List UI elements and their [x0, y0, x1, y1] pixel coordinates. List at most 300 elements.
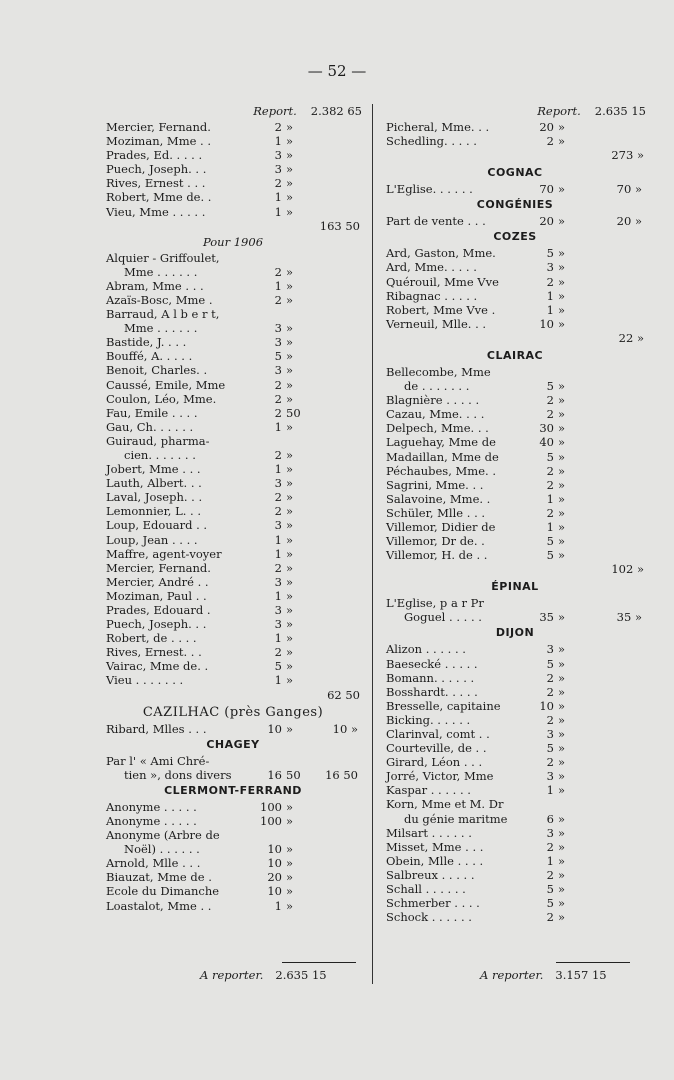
- donor-name: Villemor, Didier de: [386, 519, 496, 534]
- donor-name: Ecole du Dimanche: [106, 884, 220, 899]
- ledger-row: [384, 657, 646, 671]
- donor-name: Prades, Ed. . . . .: [106, 148, 203, 163]
- section-total: 35 »: [616, 610, 642, 625]
- ledger-row: [104, 800, 362, 814]
- page-number: — 52 —: [307, 62, 367, 80]
- amount-centimes: »: [286, 462, 294, 477]
- donor-name: de . . . . . . .: [404, 379, 470, 394]
- ledger-row: [384, 289, 646, 303]
- ledger-row: [384, 214, 646, 228]
- ledger-row: [104, 448, 362, 462]
- ledger-row: [384, 882, 646, 896]
- ledger-row: [104, 645, 362, 659]
- amount-francs: 2: [274, 176, 282, 191]
- amount-centimes: »: [558, 288, 566, 303]
- year-heading: Pour 1906: [202, 234, 264, 249]
- ledger-row: [104, 631, 362, 645]
- donor-name: Alizon . . . . . .: [386, 642, 466, 657]
- donor-name: Schedling. . . . .: [386, 134, 477, 149]
- section-heading: CHAGEY: [206, 737, 260, 751]
- donor-name: Alquier - Griffoulet,: [106, 250, 220, 265]
- amount-francs: 3: [546, 260, 554, 275]
- ledger-row: [104, 363, 362, 377]
- amount-centimes: »: [286, 546, 294, 561]
- ledger-row: [384, 783, 646, 797]
- amount-centimes: »: [286, 176, 294, 191]
- section-heading: COZES: [493, 230, 537, 244]
- amount-centimes: »: [286, 148, 294, 163]
- donor-name: Bresselle, capitaine: [386, 698, 501, 713]
- donor-name: Ribagnac . . . . .: [386, 288, 478, 303]
- carry-forward-left: [200, 968, 327, 982]
- amount-francs: 3: [274, 574, 282, 589]
- amount-centimes: »: [558, 712, 566, 727]
- amount-francs: 5: [546, 882, 554, 897]
- donor-name: Ard, Mme. . . . .: [386, 260, 477, 275]
- donor-name: Korn, Mme et M. Dr: [386, 797, 504, 812]
- donor-name: Péchaubes, Mme. .: [386, 463, 496, 478]
- amount-francs: 2: [546, 407, 554, 422]
- ledger-row: [384, 610, 646, 624]
- entry-list: [384, 596, 646, 624]
- amount-francs: 10: [267, 721, 282, 736]
- amount-francs: 10: [539, 316, 554, 331]
- amount-centimes: »: [558, 882, 566, 897]
- ledger-row: [384, 450, 646, 464]
- carry-label: A reporter.: [200, 968, 264, 982]
- amount-francs: 2: [274, 560, 282, 575]
- amount-francs: 10: [539, 698, 554, 713]
- amount-centimes: »: [558, 910, 566, 925]
- amount-centimes: »: [286, 631, 294, 646]
- amount-centimes: »: [558, 491, 566, 506]
- donor-name: Vieu . . . . . . .: [106, 673, 184, 688]
- amount-centimes: »: [286, 560, 294, 575]
- amount-francs: 2: [546, 712, 554, 727]
- donor-name: Bicking. . . . . .: [386, 712, 471, 727]
- ledger-row: [104, 392, 362, 406]
- amount-francs: 3: [274, 617, 282, 632]
- amount-centimes: »: [558, 741, 566, 756]
- donor-name: Quérouil, Mme Vve: [386, 274, 499, 289]
- rule: [556, 962, 630, 963]
- ledger-row: [384, 548, 646, 562]
- ledger-row: [384, 379, 646, 393]
- donor-name: Part de vente . . .: [386, 214, 486, 229]
- amount-francs: 3: [274, 363, 282, 378]
- ledger-row: [104, 321, 362, 335]
- donor-name: Loup, Edouard . .: [106, 518, 208, 533]
- ledger-row: [384, 896, 646, 910]
- ledger-row: [104, 349, 362, 363]
- ledger-row: [384, 797, 646, 811]
- amount-francs: 2: [546, 505, 554, 520]
- donor-name: Biauzat, Mme de .: [106, 870, 212, 885]
- donor-name: Loastalot, Mme . .: [106, 898, 212, 913]
- ledger-row: [104, 205, 362, 219]
- amount-francs: 20: [267, 870, 282, 885]
- ledger-row: [384, 868, 646, 882]
- entry-list: [384, 246, 646, 331]
- ledger-row: [384, 755, 646, 769]
- donor-name: Mme . . . . . .: [124, 321, 198, 336]
- amount-francs: 5: [546, 741, 554, 756]
- amount-centimes: »: [558, 134, 566, 149]
- amount-centimes: »: [286, 391, 294, 406]
- amount-francs: 5: [546, 246, 554, 261]
- amount-centimes: »: [286, 292, 294, 307]
- donor-name: Arnold, Mlle . . .: [106, 856, 201, 871]
- amount-francs: 2: [546, 134, 554, 149]
- amount-centimes: »: [558, 783, 566, 798]
- amount-centimes: »: [286, 856, 294, 871]
- donor-name: Ribard, Mlles . . .: [106, 721, 207, 736]
- ledger-row: [104, 561, 362, 575]
- amount-centimes: »: [286, 363, 294, 378]
- entry-list: [104, 722, 362, 736]
- amount-centimes: 50: [286, 767, 301, 782]
- ledger-row: [384, 520, 646, 534]
- ledger-row: [104, 673, 362, 687]
- donor-name: Baesecké . . . . .: [386, 656, 478, 671]
- amount-centimes: »: [558, 421, 566, 436]
- ledger-row: [104, 476, 362, 490]
- section-total: 16 50: [325, 767, 358, 782]
- ledger-row: [104, 434, 362, 448]
- amount-centimes: »: [286, 204, 294, 219]
- ledger-row: [104, 533, 362, 547]
- amount-francs: 3: [274, 476, 282, 491]
- section-total: 20 »: [616, 214, 642, 229]
- amount-francs: 30: [539, 421, 554, 436]
- amount-centimes: »: [286, 190, 294, 205]
- donor-name: Puech, Joseph. . .: [106, 162, 207, 177]
- amount-francs: 1: [274, 419, 282, 434]
- donor-name: Laval, Joseph. . .: [106, 490, 203, 505]
- ledger-row: [384, 699, 646, 713]
- subtotal: 273 »: [611, 148, 644, 163]
- donor-name: Bastide, J. . . .: [106, 335, 187, 350]
- amount-francs: 5: [546, 548, 554, 563]
- donor-name: Moziman, Paul . .: [106, 588, 207, 603]
- donor-name: Bomann. . . . . .: [386, 670, 475, 685]
- amount-francs: 40: [539, 435, 554, 450]
- ledger-row: [384, 407, 646, 421]
- amount-centimes: »: [558, 548, 566, 563]
- amount-centimes: »: [558, 534, 566, 549]
- donor-name: Mme . . . . . .: [124, 264, 198, 279]
- donor-name: Laguehay, Mme de: [386, 435, 496, 450]
- donor-name: Salavoine, Mme. .: [386, 491, 491, 506]
- donor-name: Guiraud, pharma-: [106, 433, 210, 448]
- donor-name: Abram, Mme . . .: [106, 278, 204, 293]
- ledger-row: [384, 393, 646, 407]
- ledger-row: [384, 854, 646, 868]
- ledger-row: [104, 518, 362, 532]
- column-divider: [372, 104, 373, 984]
- amount-francs: 10: [267, 856, 282, 871]
- section-heading: CLERMONT-FERRAND: [164, 783, 302, 797]
- ledger-row: [104, 842, 362, 856]
- amount-francs: 1: [274, 588, 282, 603]
- ledger-row: [104, 307, 362, 321]
- amount-francs: 3: [274, 321, 282, 336]
- ledger-row: [104, 659, 362, 673]
- amount-francs: 3: [274, 518, 282, 533]
- amount-francs: 5: [546, 656, 554, 671]
- amount-francs: 5: [546, 896, 554, 911]
- ledger-row: [384, 534, 646, 548]
- donor-name: Rives, Ernest . . .: [106, 176, 206, 191]
- amount-centimes: »: [558, 698, 566, 713]
- donor-name: Noël) . . . . . .: [124, 842, 200, 857]
- amount-francs: 1: [546, 783, 554, 798]
- amount-francs: 5: [274, 659, 282, 674]
- ledger-row: [104, 589, 362, 603]
- amount-centimes: »: [286, 813, 294, 828]
- amount-centimes: »: [558, 769, 566, 784]
- amount-francs: 1: [546, 302, 554, 317]
- donor-name: L'Eglise. . . . . .: [386, 182, 473, 197]
- amount-centimes: »: [558, 610, 566, 625]
- carry-value: 2.635 15: [275, 968, 327, 982]
- donor-name: Loup, Jean . . . .: [106, 532, 198, 547]
- amount-francs: 1: [546, 288, 554, 303]
- donor-name: Robert, Mme Vve .: [386, 302, 496, 317]
- ledger-row: [104, 870, 362, 884]
- donor-name: Azaïs-Bosc, Mme .: [106, 292, 213, 307]
- amount-francs: 2: [274, 377, 282, 392]
- donor-name: Verneuil, Mlle. . .: [386, 316, 487, 331]
- donor-name: Jobert, Mme . . .: [106, 462, 201, 477]
- donor-name: Goguel . . . . .: [404, 610, 482, 625]
- amount-francs: 100: [260, 813, 282, 828]
- subtotal: 163 50: [319, 218, 360, 233]
- ledger-row: [104, 134, 362, 148]
- amount-centimes: »: [286, 321, 294, 336]
- amount-centimes: »: [286, 264, 294, 279]
- donor-name: Anonyme . . . . .: [106, 813, 197, 828]
- amount-francs: 20: [539, 120, 554, 134]
- subtotal: 22 »: [618, 330, 644, 345]
- amount-centimes: »: [558, 393, 566, 408]
- amount-francs: 1: [546, 853, 554, 868]
- donor-name: Prades, Edouard .: [106, 603, 211, 617]
- ledger-row: [104, 190, 362, 204]
- amount-francs: 1: [274, 204, 282, 219]
- amount-centimes: »: [558, 274, 566, 289]
- ledger-row: [104, 148, 362, 162]
- donor-name: Lauth, Albert. . .: [106, 476, 202, 491]
- ledger-row: [104, 575, 362, 589]
- carry-value: 3.157 15: [555, 968, 607, 982]
- section-heading: ÉPINAL: [491, 580, 539, 594]
- amount-francs: 3: [274, 148, 282, 163]
- ledger-row: [104, 279, 362, 293]
- amount-francs: 100: [260, 799, 282, 814]
- amount-francs: 2: [546, 839, 554, 854]
- ledger-row: [104, 828, 362, 842]
- amount-francs: 70: [539, 182, 554, 197]
- ledger-row: [104, 603, 362, 617]
- amount-centimes: »: [558, 642, 566, 657]
- ledger-row: [104, 335, 362, 349]
- ledger-row: [384, 182, 646, 196]
- amount-francs: 2: [546, 867, 554, 882]
- amount-centimes: »: [286, 504, 294, 519]
- donor-name: du génie maritme: [404, 811, 508, 826]
- ledger-row: [384, 741, 646, 755]
- amount-centimes: »: [286, 419, 294, 434]
- donor-name: Cazau, Mme. . . .: [386, 407, 485, 422]
- ledger-row: [384, 492, 646, 506]
- amount-francs: 35: [539, 610, 554, 625]
- donor-name: Gau, Ch. . . . . .: [106, 419, 194, 434]
- donor-name: Schmerber . . . .: [386, 896, 480, 911]
- ledger-row: [104, 617, 362, 631]
- amount-francs: 2: [546, 910, 554, 925]
- section-heading: CAZILHAC (près Ganges): [142, 704, 324, 720]
- ledger-row: [384, 826, 646, 840]
- ledger-row: [384, 812, 646, 826]
- amount-centimes: »: [558, 727, 566, 741]
- donor-name: tien », dons divers: [124, 767, 232, 782]
- ledger-row: [384, 478, 646, 492]
- entry-list: [104, 754, 362, 782]
- amount-francs: 1: [274, 631, 282, 646]
- ledger-row: [104, 176, 362, 190]
- amount-centimes: »: [286, 134, 294, 149]
- donor-name: Maffre, agent-voyer: [106, 546, 222, 561]
- ledger-row: [384, 642, 646, 656]
- amount-francs: 2: [546, 684, 554, 699]
- amount-centimes: »: [286, 617, 294, 632]
- donor-name: Delpech, Mme. . .: [386, 421, 489, 436]
- amount-centimes: »: [286, 532, 294, 547]
- rule: [282, 962, 356, 963]
- amount-centimes: »: [558, 684, 566, 699]
- donor-name: Coulon, Léo, Mme.: [106, 391, 217, 406]
- ledger-row: [104, 884, 362, 898]
- donor-name: Sagrini, Mme. . .: [386, 477, 484, 492]
- amount-francs: 2: [274, 490, 282, 505]
- donor-name: Kaspar . . . . . .: [386, 783, 471, 798]
- entry-list: [384, 120, 646, 148]
- ledger-row: [104, 251, 362, 265]
- amount-centimes: »: [558, 656, 566, 671]
- section-total: 10 »: [332, 721, 358, 736]
- amount-centimes: »: [558, 435, 566, 450]
- donor-name: Schall . . . . . .: [386, 882, 466, 897]
- ledger-row: [104, 899, 362, 913]
- donor-name: Villemor, Dr de. .: [386, 534, 485, 549]
- amount-centimes: »: [286, 335, 294, 350]
- ledger-row: [104, 768, 362, 782]
- subtotal: 102 »: [611, 562, 644, 577]
- section-heading: COGNAC: [487, 166, 543, 180]
- amount-centimes: »: [558, 302, 566, 317]
- amount-centimes: »: [558, 670, 566, 685]
- ledger-row: [384, 596, 646, 610]
- entry-list: [104, 800, 362, 913]
- ledger-row: [384, 840, 646, 854]
- entry-list: [384, 642, 646, 924]
- donor-name: Picheral, Mme. . .: [386, 120, 490, 134]
- amount-centimes: »: [286, 673, 294, 688]
- report-line: [104, 104, 362, 120]
- ledger-row: [104, 490, 362, 504]
- ledger-row: [384, 435, 646, 449]
- donor-name: Rives, Ernest. . .: [106, 645, 202, 660]
- ledger-row: [384, 713, 646, 727]
- amount-francs: 2: [274, 504, 282, 519]
- amount-centimes: »: [286, 870, 294, 885]
- amount-centimes: »: [558, 896, 566, 911]
- donor-name: Bellecombe, Mme: [386, 364, 491, 379]
- donor-name: Lemonnier, L. . .: [106, 504, 202, 519]
- amount-francs: 1: [546, 519, 554, 534]
- ledger-row: [384, 303, 646, 317]
- amount-centimes: »: [558, 260, 566, 275]
- amount-centimes: »: [558, 867, 566, 882]
- ledger-row: [384, 260, 646, 274]
- ledger-row: [104, 754, 362, 768]
- section-heading: CONGÉNIES: [476, 198, 554, 212]
- left-column: [104, 104, 362, 913]
- donor-name: Schock . . . . . .: [386, 910, 472, 925]
- amount-centimes: »: [286, 447, 294, 462]
- amount-francs: 2: [274, 292, 282, 307]
- donor-name: Milsart . . . . . .: [386, 825, 472, 840]
- ledger-row: [104, 420, 362, 434]
- donor-name: Obein, Mlle . . . .: [386, 853, 484, 868]
- ledger-row: [104, 462, 362, 476]
- donor-name: Barraud, A l b e r t,: [106, 307, 220, 322]
- ledger-row: [104, 265, 362, 279]
- amount-francs: 1: [274, 462, 282, 477]
- ledger-row: [384, 120, 646, 134]
- amount-centimes: »: [286, 377, 294, 392]
- amount-centimes: »: [558, 825, 566, 840]
- amount-francs: 2: [274, 264, 282, 279]
- amount-francs: 10: [267, 884, 282, 899]
- report-label: Report.: [537, 104, 581, 118]
- amount-centimes: »: [558, 755, 566, 770]
- entry-list: [384, 214, 646, 228]
- ledger-row: [104, 504, 362, 518]
- ledger-row: [104, 162, 362, 176]
- amount-centimes: »: [558, 839, 566, 854]
- donor-name: Vairac, Mme de. .: [106, 659, 209, 674]
- entry-list: [104, 120, 362, 219]
- donor-name: Anonyme . . . . .: [106, 799, 197, 814]
- amount-francs: 3: [546, 769, 554, 784]
- amount-centimes: »: [558, 463, 566, 478]
- donor-name: Vieu, Mme . . . . .: [106, 204, 206, 219]
- ledger-row: [104, 547, 362, 561]
- ledger-row: [384, 727, 646, 741]
- amount-francs: 1: [274, 673, 282, 688]
- amount-francs: 3: [274, 603, 282, 617]
- carry-label: A reporter.: [480, 968, 544, 982]
- amount-centimes: »: [286, 884, 294, 899]
- donor-name: Salbreux . . . . .: [386, 867, 475, 882]
- ledger-row: [384, 506, 646, 520]
- section-heading: CLAIRAC: [486, 348, 544, 362]
- donor-name: Fau, Emile . . . .: [106, 405, 198, 420]
- amount-centimes: »: [286, 518, 294, 533]
- amount-francs: 5: [546, 534, 554, 549]
